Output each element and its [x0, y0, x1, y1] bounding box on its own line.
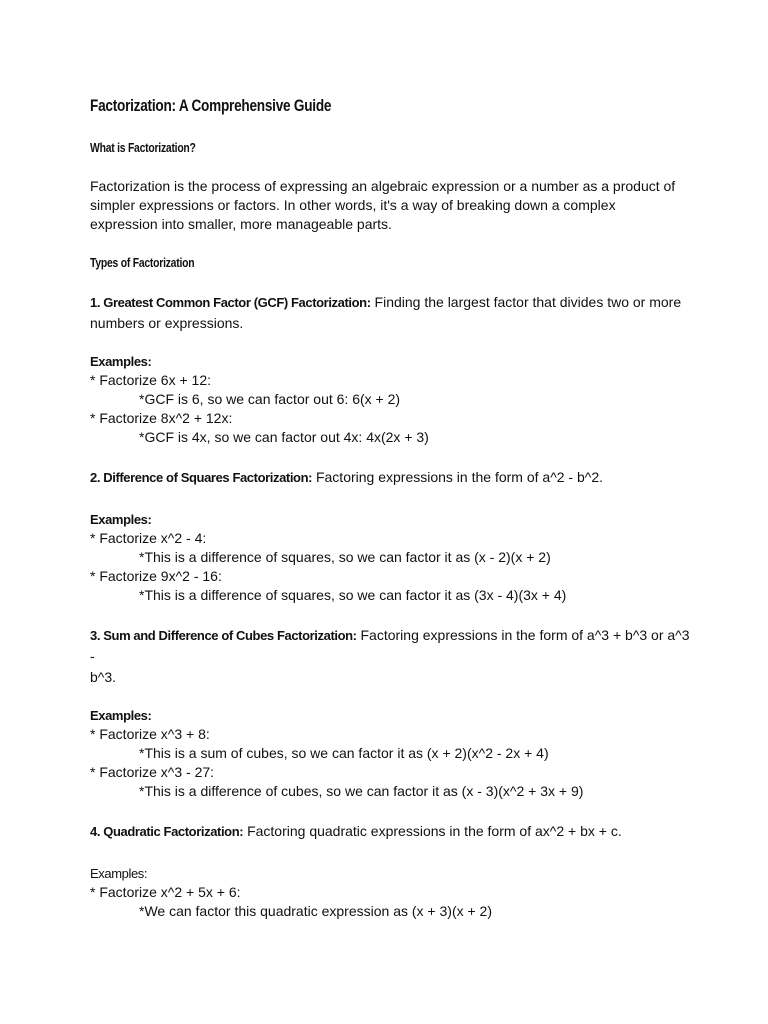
- section-description: Factoring expressions in the form of a^3 + b^3 or a^3 -: [90, 627, 690, 664]
- section-lead: 2. Difference of Squares Factorization:: [90, 470, 313, 485]
- types-heading-text: Types of Factorization: [90, 255, 195, 270]
- section-quadratic: [90, 821, 690, 921]
- examples-label: Examples:: [90, 512, 152, 527]
- section-heading: [90, 292, 690, 313]
- section-description: Finding the largest factor that divides two or more: [370, 294, 682, 310]
- example-prompt: * Factorize x^3 + 8:: [90, 726, 210, 742]
- section-description-cont: b^3.: [90, 669, 117, 685]
- example-answer: *This is a difference of cubes, so we can factor it as (x - 3)(x^2 + 3x + 9): [139, 783, 584, 799]
- intro-line: simpler expressions or factors. In other words, it's a way of breaking down a complex: [90, 197, 616, 213]
- example-answer: *GCF is 4x, so we can factor out 4x: 4x(2x + 3): [139, 429, 429, 445]
- section-description: Factoring quadratic expressions in the form of ax^2 + bx + c.: [243, 823, 622, 839]
- examples-label: Examples:: [90, 866, 148, 881]
- example-answer: *This is a difference of squares, so we can factor it as (x - 2)(x + 2): [139, 549, 551, 565]
- example-prompt: * Factorize x^2 - 4:: [90, 530, 207, 546]
- section-description-cont: numbers or expressions.: [90, 315, 244, 331]
- intro-line: Factorization is the process of expressing an algebraic expression or a number as a product of: [90, 178, 676, 194]
- intro-paragraph: [90, 177, 690, 234]
- what-heading: [90, 139, 690, 157]
- examples-label: Examples:: [90, 354, 152, 369]
- document-page: [90, 95, 690, 921]
- example-answer: *This is a sum of cubes, so we can factor it as (x + 2)(x^2 - 2x + 4): [139, 745, 549, 761]
- section-description: Factoring expressions in the form of a^2 - b^2.: [312, 469, 604, 485]
- document-title-text: Factorization: A Comprehensive Guide: [90, 96, 332, 115]
- section-difference-of-squares: [90, 467, 690, 605]
- example-prompt: * Factorize 8x^2 + 12x:: [90, 410, 233, 426]
- types-heading: [90, 254, 690, 272]
- example-answer: *GCF is 6, so we can factor out 6: 6(x + 2): [139, 391, 401, 407]
- section-lead: 3. Sum and Difference of Cubes Factorization:: [90, 628, 357, 643]
- section-heading: [90, 625, 690, 667]
- examples-label: Examples:: [90, 708, 152, 723]
- document-title: [90, 95, 690, 117]
- section-heading: [90, 821, 690, 842]
- section-lead: 1. Greatest Common Factor (GCF) Factorization:: [90, 295, 371, 310]
- intro-line: expression into smaller, more manageable parts.: [90, 216, 392, 232]
- what-heading-text: What is Factorization?: [90, 140, 196, 155]
- section-lead: 4. Quadratic Factorization:: [90, 824, 244, 839]
- example-answer: *We can factor this quadratic expression as (x + 3)(x + 2): [139, 903, 493, 919]
- example-prompt: * Factorize x^3 - 27:: [90, 764, 215, 780]
- section-cubes: [90, 625, 690, 801]
- example-prompt: * Factorize 6x + 12:: [90, 372, 212, 388]
- section-heading: [90, 467, 690, 488]
- section-gcf: [90, 292, 690, 447]
- example-prompt: * Factorize x^2 + 5x + 6:: [90, 884, 241, 900]
- example-prompt: * Factorize 9x^2 - 16:: [90, 568, 222, 584]
- example-answer: *This is a difference of squares, so we can factor it as (3x - 4)(3x + 4): [139, 587, 567, 603]
